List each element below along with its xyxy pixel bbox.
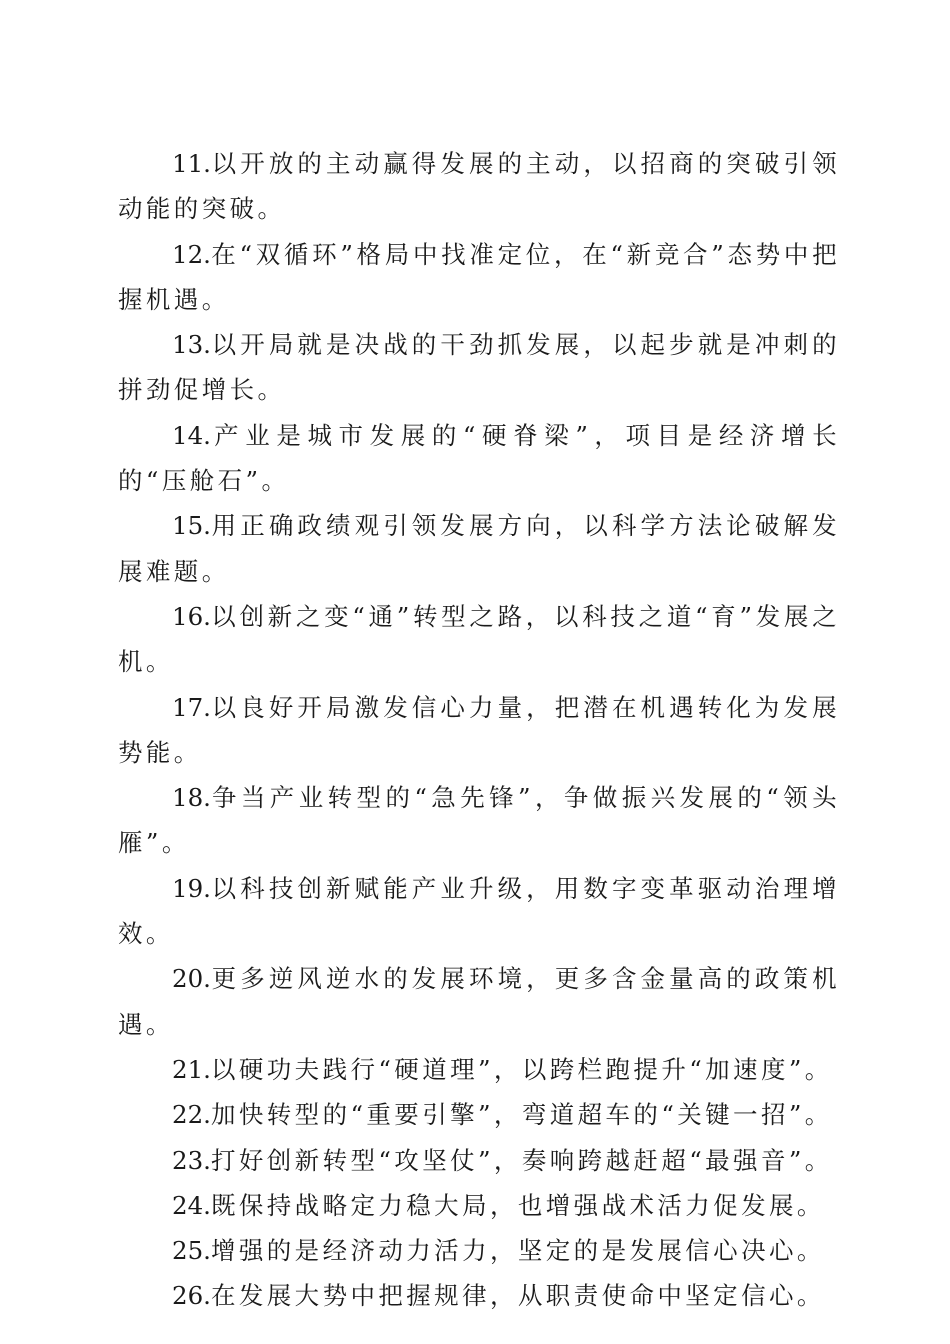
list-item: [118, 1273, 840, 1318]
item-text: 以创新之变“通”转型之路，以科技之道“育”发展之机。: [118, 601, 840, 677]
item-number: 20.: [172, 964, 211, 994]
item-text: 以硬功夫践行“硬道理”，以跨栏跑提升“加速度”。: [210, 1054, 833, 1084]
list-item: [118, 1047, 840, 1092]
item-text: 用正确政绩观引领发展方向，以科学方法论破解发展难题。: [118, 511, 840, 586]
item-text: 更多逆风逆水的发展环境，更多含金量高的政策机遇。: [118, 964, 840, 1039]
list-item: [118, 1228, 840, 1273]
item-text: 以科技创新赋能产业升级，用数字变革驱动治理增效。: [118, 873, 840, 949]
item-text: 加快转型的“重要引擎”，弯道超车的“关键一招”。: [210, 1100, 833, 1130]
item-number: 25.: [172, 1236, 211, 1266]
item-text: 在“双循环”格局中找准定位，在“新竞合”态势中把握机遇。: [118, 239, 840, 314]
item-number: 17.: [172, 692, 211, 722]
list-item: [118, 956, 840, 1047]
item-text: 以开局就是决战的干劲抓发展，以起步就是冲刺的拼劲促增长。: [118, 330, 840, 405]
item-text: 打好创新转型“攻坚仗”，奏响跨越赶超“最强音”。: [210, 1145, 833, 1175]
item-number: 13.: [172, 330, 211, 360]
item-number: 26.: [172, 1281, 211, 1311]
item-number: 12.: [172, 239, 211, 269]
document-body: [118, 141, 840, 1319]
item-text: 在发展大势中把握规律，从职责使命中坚定信心。: [210, 1281, 825, 1311]
item-number: 16.: [172, 601, 211, 631]
list-item: [118, 141, 840, 232]
item-number: 19.: [172, 873, 211, 903]
list-item: [118, 232, 840, 323]
item-text: 产业是城市发展的“硬脊梁”，项目是经济增长的“压舱石”。: [118, 420, 840, 496]
item-text: 增强的是经济动力活力，坚定的是发展信心决心。: [210, 1236, 825, 1266]
item-number: 24.: [172, 1190, 211, 1220]
item-text: 既保持战略定力稳大局，也增强战术活力促发展。: [210, 1190, 825, 1220]
item-number: 21.: [172, 1054, 211, 1084]
item-text: 争当产业转型的“急先锋”，争做振兴发展的“领头雁”。: [118, 783, 840, 858]
list-item: [118, 413, 840, 504]
list-item: [118, 594, 840, 685]
list-item: [118, 1183, 840, 1228]
list-item: [118, 685, 840, 776]
item-number: 18.: [172, 783, 211, 813]
list-item: [118, 1138, 840, 1183]
item-number: 15.: [172, 511, 211, 541]
list-item: [118, 866, 840, 957]
item-number: 22.: [172, 1100, 211, 1130]
item-number: 14.: [172, 420, 211, 450]
item-text: 以良好开局激发信心力量，把潜在机遇转化为发展势能。: [118, 692, 840, 767]
item-number: 23.: [172, 1145, 211, 1175]
item-number: 11.: [172, 149, 211, 178]
list-item: [118, 322, 840, 413]
item-text: 以开放的主动赢得发展的主动，以招商的突破引领动能的突破。: [118, 149, 840, 224]
list-item: [118, 775, 840, 866]
list-item: [118, 1092, 840, 1137]
list-item: [118, 503, 840, 594]
